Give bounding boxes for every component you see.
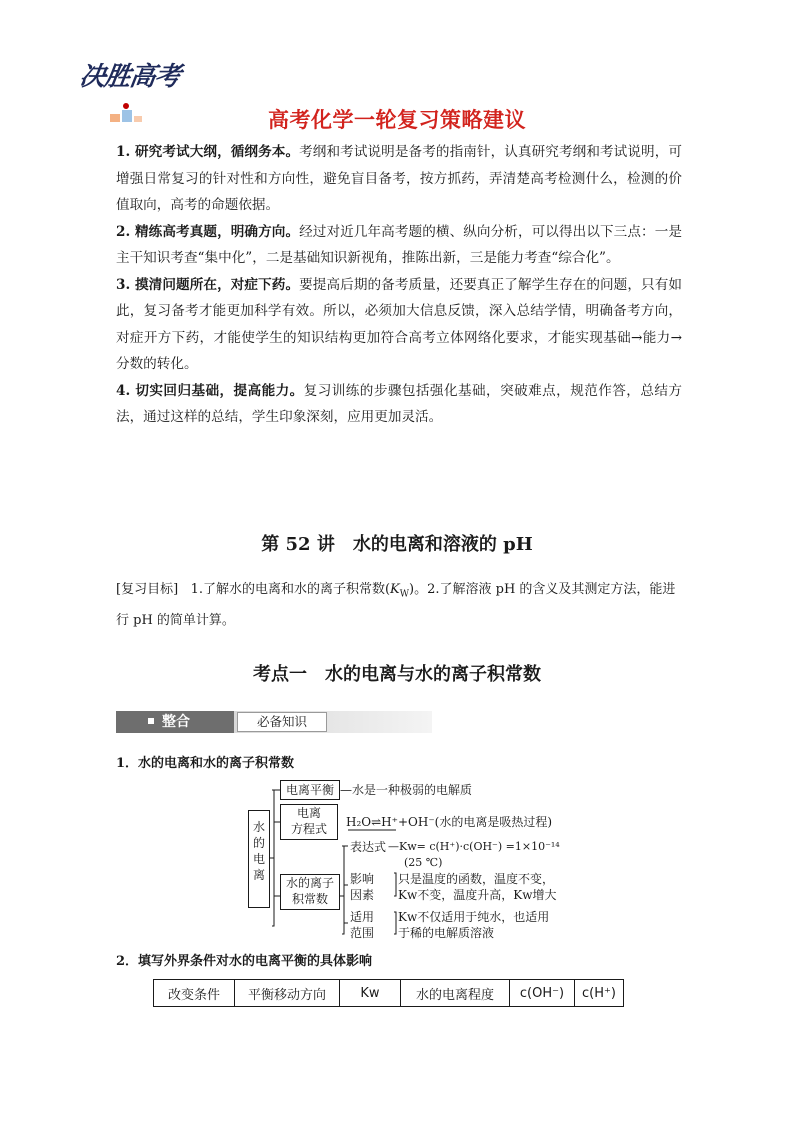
tip-3-lead: 3. 摸清问题所在，对症下药。 — [116, 276, 300, 293]
scope-label-b: 范围 — [350, 926, 375, 940]
tip-3-body: 要提高后期的备考质量，还要真正了解学生存在的问题，只有如此，复习备考才能更加科学有效。所以，必须加大信息反馈，深入总结学情，明确备考方向，对症开方下药，才能使学生的知识结构更加符合高考立体网络化要求，才能实现基础→能力→分数的转化。 — [116, 276, 682, 372]
tip-2-body: 经过对近几年高考题的横、纵向分析，可以得出以下三点：一是主干知识考查“集中化”，二是基础知识新视角，推陈出新，三是能力考查“综合化”。 — [116, 223, 682, 266]
section1-heading: 1．水的电离和水的离子积常数 — [116, 756, 295, 771]
node2-label-a: 电离 — [296, 806, 321, 820]
col-ionization-degree: 水的电离程度 — [401, 980, 510, 1007]
tip-1-body: 考纲和考试说明是备考的指南针，认真研究考纲和考试说明，可增强日常复习的针对性和方向性，避免盲目备考，按方抓药，弄清楚高考检测什么，检测的价值取向，高考的命题依据。 — [116, 144, 682, 213]
root-label: 水的电离 — [253, 820, 266, 882]
tip-2-lead: 2. 精练高考真题，明确方向。 — [116, 223, 300, 240]
logo-text: 决胜高考 — [77, 62, 182, 92]
main-title: 高考化学一轮复习策略建议 — [268, 108, 526, 132]
lecture-title: 第 52 讲 水的电离和溶液的 pH — [261, 534, 533, 555]
node2-equation — [346, 815, 552, 829]
col-c-h: c(H⁺) — [575, 980, 624, 1007]
review-kw-sub: W — [399, 589, 410, 600]
section-bar — [116, 711, 432, 733]
scope-line2: 于稀的电解质溶液 — [398, 926, 495, 940]
bar-left-label: 整合 — [162, 714, 190, 730]
review-part2: )。2.了解溶液 pH 的含义及其测定方法，能进行 pH 的简单计算。 — [116, 582, 676, 628]
square-icon — [148, 718, 154, 724]
review-objectives — [116, 577, 676, 633]
tip-4 — [116, 378, 682, 431]
tip-1 — [116, 139, 682, 219]
col-c-oh: c(OH⁻) — [510, 980, 575, 1007]
bar-left — [116, 711, 234, 733]
conditions-table — [153, 979, 624, 1007]
expr-formula: —Kw= c(H⁺)·c(OH⁻) =1×10⁻¹⁴ — [388, 840, 560, 853]
point-title: 考点一 水的电离与水的离子积常数 — [253, 664, 541, 685]
factor-label-b: 因素 — [350, 888, 375, 902]
tip-4-lead: 4. 切实回归基础，提高能力。 — [116, 382, 304, 399]
node3-label-b: 积常数 — [291, 892, 328, 906]
col-shift-direction: 平衡移动方向 — [235, 980, 340, 1007]
tip-3 — [116, 272, 682, 378]
section2-heading: 2．填写外界条件对水的电离平衡的具体影响 — [116, 954, 373, 969]
node3-label-a: 水的离子 — [285, 876, 334, 890]
node1-desc: —水是一种极弱的电解质 — [340, 783, 473, 797]
factor-label-a: 影响 — [350, 872, 375, 886]
node-ionization-equilibrium — [280, 780, 340, 800]
col-change-condition: 改变条件 — [154, 980, 235, 1007]
node2-label-b: 方程式 — [290, 822, 327, 836]
review-label: [复习目标] — [116, 582, 179, 597]
root-node — [248, 810, 270, 908]
tip-1-lead: 1. 研究考试大纲，循纲务本。 — [116, 144, 300, 160]
col-kw: Kw — [340, 980, 401, 1007]
expr-label: 表达式 — [350, 840, 387, 854]
node1-label: 电离平衡 — [285, 783, 334, 797]
tip-4-body: 复习训练的步骤包括强化基础，突破难点，规范作答，总结方法，通过这样的总结，学生印象深刻，应用更加灵活。 — [116, 382, 682, 425]
expr-temp: (25 ℃) — [404, 856, 443, 869]
scope-line1: Kw不仅适用于纯水，也适用 — [398, 910, 550, 924]
bar-right-label: 必备知识 — [237, 712, 327, 732]
node-ionization-equation — [280, 804, 338, 840]
factor-line1: 只是温度的函数，温度不变， — [398, 872, 555, 886]
node-ion-product — [280, 874, 340, 910]
tip-2 — [116, 219, 682, 272]
scope-label-a: 适用 — [350, 910, 375, 924]
strategy-tips — [116, 139, 682, 431]
ionization-note: (水的电离是吸热过程) — [434, 815, 553, 829]
review-part1: 1.了解水的电离和水的离子积常数( — [190, 582, 391, 597]
review-kw: K — [390, 582, 400, 597]
table-header-row — [154, 980, 624, 1007]
factor-line2: Kw不变，温度升高，Kw增大 — [398, 888, 557, 902]
ionization-equation: H₂O⇌H⁺+OH⁻ — [346, 815, 435, 829]
concept-diagram — [248, 776, 568, 944]
